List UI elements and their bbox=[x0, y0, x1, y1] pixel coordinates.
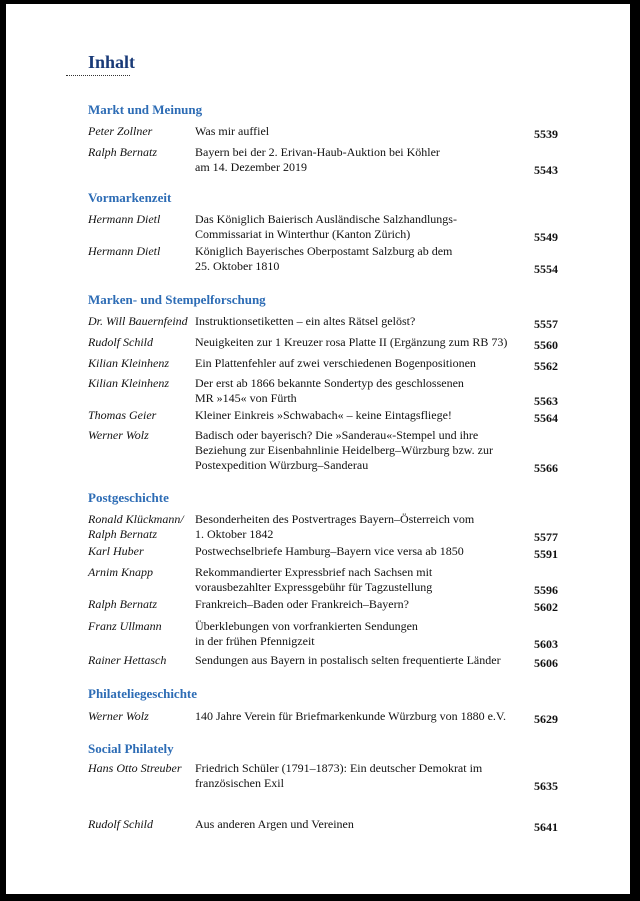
entry-page-number: 5635 bbox=[534, 779, 558, 793]
entry-page-number: 5603 bbox=[534, 637, 558, 651]
entry-page-number: 5557 bbox=[534, 317, 558, 331]
section-heading: Social Philately bbox=[88, 741, 174, 756]
entry-author: Kilian Kleinhenz bbox=[88, 376, 169, 390]
entry-author: Ralph Bernatz bbox=[88, 597, 157, 611]
section-heading: Vormarkenzeit bbox=[88, 190, 172, 205]
entry-author: Hermann Dietl bbox=[88, 244, 161, 258]
entry-page-number: 5563 bbox=[534, 394, 558, 408]
entry-author: Rudolf Schild bbox=[88, 817, 153, 831]
entry-title: Überklebungen von vorfrankierten Sendungen in der frühen Pfennigzeit bbox=[195, 619, 418, 648]
entry-page-number: 5606 bbox=[534, 656, 558, 670]
entry-page-number: 5549 bbox=[534, 230, 558, 244]
entry-author: Peter Zollner bbox=[88, 124, 153, 138]
entry-author: Ronald Klückmann/ Ralph Bernatz bbox=[88, 512, 184, 541]
entry-author: Hans Otto Streuber bbox=[88, 761, 182, 775]
entry-title: Instruktionsetiketten – ein altes Rätsel gelöst? bbox=[195, 314, 416, 328]
entry-title: Aus anderen Argen und Vereinen bbox=[195, 817, 354, 831]
entry-author: Arnim Knapp bbox=[88, 565, 154, 579]
entry-title: Der erst ab 1866 bekannte Sondertyp des geschlossenen MR »145« von Fürth bbox=[195, 376, 464, 405]
document-page bbox=[6, 4, 630, 894]
page-title: Inhalt bbox=[88, 52, 136, 72]
entry-page-number: 5539 bbox=[534, 127, 558, 141]
section-heading: Markt und Meinung bbox=[88, 102, 203, 117]
entry-author: Kilian Kleinhenz bbox=[88, 356, 169, 370]
entry-title: Bayern bei der 2. Erivan-Haub-Auktion bei Köhler am 14. Dezember 2019 bbox=[195, 145, 440, 174]
entry-title: Was mir auffiel bbox=[195, 124, 270, 138]
entry-author: Ralph Bernatz bbox=[88, 145, 157, 159]
title-underline bbox=[66, 75, 130, 76]
entry-page-number: 5629 bbox=[534, 712, 558, 726]
entry-page-number: 5554 bbox=[534, 262, 558, 276]
entry-page-number: 5564 bbox=[534, 411, 558, 425]
entry-author: Karl Huber bbox=[88, 544, 144, 558]
entry-author: Rainer Hettasch bbox=[88, 653, 167, 667]
section-heading: Marken- und Stempelforschung bbox=[88, 292, 266, 307]
entry-author: Thomas Geier bbox=[88, 408, 157, 422]
entry-page-number: 5602 bbox=[534, 600, 558, 614]
entry-page-number: 5591 bbox=[534, 547, 558, 561]
section-heading: Philateliegeschichte bbox=[88, 686, 198, 701]
entry-author: Dr. Will Bauernfeind bbox=[88, 314, 188, 328]
entry-title: 140 Jahre Verein für Briefmarkenkunde Würzburg von 1880 e.V. bbox=[195, 709, 507, 723]
entry-title: Ein Plattenfehler auf zwei verschiedenen Bogenpositionen bbox=[195, 356, 476, 370]
entry-title: Frankreich–Baden oder Frankreich–Bayern? bbox=[195, 597, 409, 611]
entry-author: Werner Wolz bbox=[88, 428, 149, 442]
entry-page-number: 5641 bbox=[534, 820, 558, 834]
entry-author: Rudolf Schild bbox=[88, 335, 153, 349]
entry-page-number: 5596 bbox=[534, 583, 558, 597]
entry-page-number: 5577 bbox=[534, 530, 558, 544]
entry-page-number: 5566 bbox=[534, 461, 558, 475]
entry-author: Werner Wolz bbox=[88, 709, 149, 723]
entry-title: Neuigkeiten zur 1 Kreuzer rosa Platte II (Ergänzung zum RB 73) bbox=[195, 335, 508, 349]
entry-page-number: 5560 bbox=[534, 338, 558, 352]
entry-page-number: 5543 bbox=[534, 163, 558, 177]
entry-page-number: 5562 bbox=[534, 359, 558, 373]
entry-title: Königlich Bayerisches Oberpostamt Salzburg ab dem 25. Oktober 1810 bbox=[195, 244, 453, 273]
section-heading: Postgeschichte bbox=[88, 490, 169, 505]
entry-title: Rekommandierter Expressbrief nach Sachsen mit vorausbezahlter Expressgebühr für Tagzustellung bbox=[195, 565, 433, 594]
entry-title: Kleiner Einkreis »Schwabach« – keine Eintagsfliege! bbox=[195, 408, 452, 422]
entry-title: Besonderheiten des Postvertrages Bayern–Österreich vom 1. Oktober 1842 bbox=[195, 512, 475, 541]
entry-title: Postwechselbriefe Hamburg–Bayern vice versa ab 1850 bbox=[195, 544, 464, 558]
entry-title: Friedrich Schüler (1791–1873): Ein deutscher Demokrat im französischen Exil bbox=[195, 761, 483, 790]
entry-title: Badisch oder bayerisch? Die »Sanderau«-Stempel und ihre Beziehung zur Eisenbahnlinie Heidelberg–Würzburg bzw. zur Postexpedition Würzburg–Sanderau bbox=[195, 428, 494, 472]
entry-title: Sendungen aus Bayern in postalisch selten frequentierte Länder bbox=[195, 653, 501, 667]
entry-author: Franz Ullmann bbox=[88, 619, 162, 633]
entry-author: Hermann Dietl bbox=[88, 212, 161, 226]
entry-title: Das Königlich Baierisch Ausländische Salzhandlungs- Commissariat in Winterthur (Kanton Zürich) bbox=[195, 212, 457, 241]
